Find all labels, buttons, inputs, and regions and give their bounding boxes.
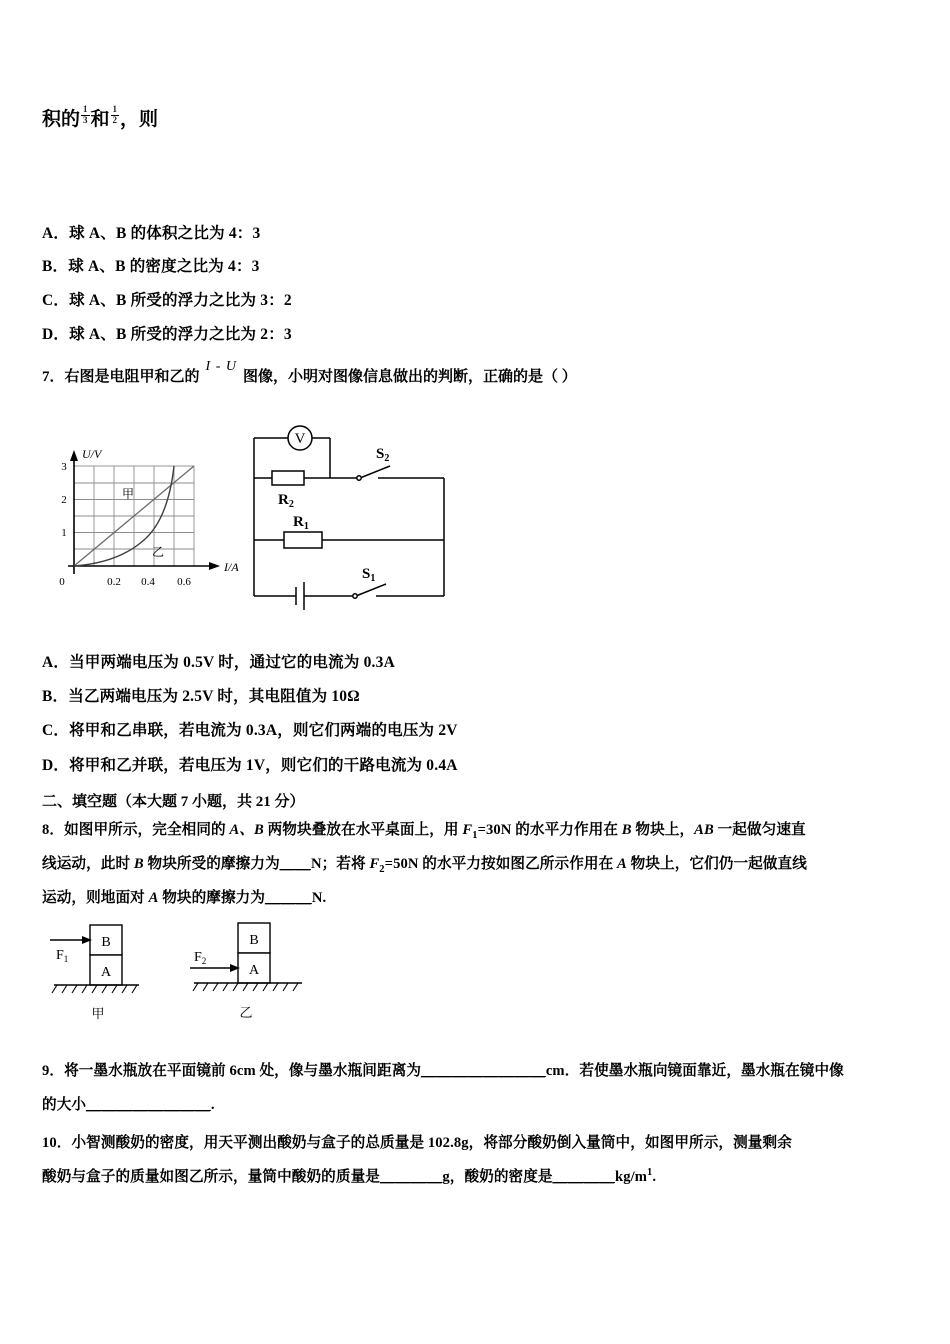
q8-l2-e: 物块上，它们仍一起做直线 (626, 856, 807, 872)
graph-ytick-1: 1 (61, 527, 67, 539)
q10-l2-a: 酸奶与盒子的质量如图乙所示，量筒中酸奶的质量是 (42, 1169, 380, 1185)
graph-xtick-04: 0.4 (141, 576, 155, 588)
q8-l1-ab: A、B (229, 822, 264, 838)
fraction-one-third (81, 105, 90, 125)
q9-blank-1: ＿＿＿＿＿＿＿＿ (421, 1063, 546, 1079)
fraction-one-third-numerator: 1 (83, 104, 88, 115)
q8-left-force-label: $F_1$ (56, 948, 69, 964)
q10-l2-c: kg/m (615, 1169, 648, 1185)
top-fragment-suffix: ，则 (120, 109, 159, 130)
q8-blocks-figure (42, 916, 322, 1024)
graph-xtick-06: 0.6 (177, 576, 191, 588)
q8-l2-d: =50N 的水平力按如图乙所示作用在 (384, 856, 618, 872)
graph-origin-label: 0 (59, 576, 65, 588)
circuit-figure (238, 418, 468, 613)
q7-option-b: B．当乙两端电压为 2.5V 时，其电阻值为 10Ω (42, 688, 360, 705)
q7-stem (42, 359, 577, 386)
resistor-r2-label: $R_2$ (278, 492, 294, 510)
graph-y-axis-label: U/V (82, 447, 102, 461)
q8-l3-b: 物块的摩擦力为 (158, 890, 266, 906)
graph-ytick-2: 2 (61, 494, 67, 506)
q8-blank-2: ＿＿＿ (265, 890, 312, 906)
graph-label-jia: 甲 (122, 487, 135, 501)
q9-l1-b: cm．若使墨水瓶向镜面靠近，墨水瓶在镜中像 (545, 1063, 844, 1079)
q8-l2-b: B (133, 856, 144, 872)
q9-line-1 (42, 1059, 844, 1080)
q8-l1-e: 一起做匀速直 (713, 822, 806, 838)
q8-l1-c: =30N 的水平力作用在 (477, 822, 622, 838)
resistor-r1-label: $R_1$ (293, 514, 309, 532)
fraction-one-third-denominator: 3 (83, 114, 88, 125)
q10-l2-b: g，酸奶的密度是 (442, 1169, 553, 1185)
q8-right-block-bottom: A (248, 963, 260, 978)
q10-l2-sup: 1 (647, 1167, 653, 1179)
q10-blank-2: ＿＿＿＿ (552, 1169, 616, 1185)
top-fragment (42, 104, 158, 131)
q8-right-force-label: $F_2$ (194, 950, 207, 966)
q8-line-2 (42, 852, 807, 875)
iu-graph-figure (44, 444, 244, 614)
q7-option-c: C．将甲和乙串联，若电流为 0.3A，则它们两端的电压为 2V (42, 722, 458, 739)
switch-s1-label: $S_1$ (362, 566, 376, 584)
q8-l3-a-it: A (148, 890, 159, 906)
q7-inline-math: I - U (205, 359, 237, 374)
q6-option-b: B．球 A、B 的密度之比为 4：3 (42, 258, 260, 275)
fraction-one-half-numerator: 1 (112, 104, 118, 115)
fraction-one-half-denominator: 2 (112, 114, 118, 125)
q8-l1-ab2: AB (694, 822, 714, 838)
q9-l2-b: . (210, 1097, 215, 1113)
q8-l1-b2: B (621, 822, 632, 838)
q7-number: 7． (42, 369, 65, 385)
q10-line-1: 10．小智测酸奶的密度，用天平测出酸奶与盒子的总质量是 102.8g，将部分酸奶倒入量筒中，如图甲所示，测量剩余 (42, 1135, 792, 1151)
q8-l1-a: 8．如图甲所示，完全相同的 (42, 822, 230, 838)
q8-l2-f2: F (369, 856, 380, 872)
q10-blank-1: ＿＿＿＿ (379, 1169, 443, 1185)
q8-l3-c: N. (311, 890, 327, 906)
q8-l1-f1: F (462, 822, 473, 838)
q8-left-block-bottom: A (100, 965, 112, 980)
q10-l2-d: . (652, 1169, 657, 1185)
q8-l1-f1-sub: 1 (472, 829, 478, 841)
q9-blank-2: ＿＿＿＿＿＿＿＿ (86, 1097, 211, 1113)
q7-option-d: D．将甲和乙并联，若电压为 1V，则它们的干路电流为 0.4A (42, 757, 458, 774)
q9-line-2 (42, 1093, 215, 1114)
switch-s2-label: $S_2$ (376, 446, 390, 464)
q8-right-caption: 乙 (239, 1006, 253, 1021)
q8-l2-a: 线运动，此时 (42, 856, 134, 872)
q6-option-d: D．球 A、B 所受的浮力之比为 2：3 (42, 326, 292, 343)
q8-l1-b: 两物块叠放在水平桌面上，用 (263, 822, 463, 838)
q8-left-caption: 甲 (91, 1007, 105, 1022)
q8-l1-d: 物块上， (631, 822, 695, 838)
q8-left-block-top: B (101, 935, 111, 950)
q8-blank-1: ＿＿ (279, 856, 311, 872)
top-fragment-prefix: 积的 (42, 109, 81, 130)
graph-label-yi: 乙 (152, 545, 165, 559)
q8-right-block-top: B (249, 933, 259, 948)
q8-l2-c: N；若将 (310, 856, 370, 872)
graph-x-axis-label: I/A (224, 560, 239, 574)
q8-line-3 (42, 886, 326, 907)
q8-l2-b2: 物块所受的摩擦力为 (143, 856, 280, 872)
q6-option-a: A．球 A、B 的体积之比为 4：3 (42, 225, 261, 242)
q8-l2-f2-sub: 2 (379, 863, 385, 875)
graph-xtick-02: 0.2 (107, 576, 121, 588)
section-2-heading: 二、填空题（本大题 7 小题，共 21 分） (42, 794, 305, 810)
q10-line-2 (42, 1165, 656, 1186)
q7-text-before: 右图是电阻甲和乙的 (64, 369, 200, 385)
graph-ytick-3: 3 (61, 461, 67, 473)
voltmeter-label: V (294, 431, 306, 447)
q7-text-after: 图像，小明对图像信息做出的判断，正确的是（ ） (242, 369, 577, 385)
q9-l2-a: 的大小 (42, 1097, 87, 1113)
q8-line-1 (42, 818, 806, 841)
q7-option-a: A．当甲两端电压为 0.5V 时，通过它的电流为 0.3A (42, 654, 395, 671)
q8-l2-a2: A (617, 856, 627, 872)
q9-l1-a: 9．将一墨水瓶放在平面镜前 6cm 处，像与墨水瓶间距离为 (42, 1063, 422, 1079)
q8-l3-a: 运动，则地面对 (42, 890, 149, 906)
top-fragment-middle: 和 (90, 109, 110, 130)
fraction-one-half (111, 105, 120, 125)
q6-option-c: C．球 A、B 所受的浮力之比为 3：2 (42, 292, 292, 309)
